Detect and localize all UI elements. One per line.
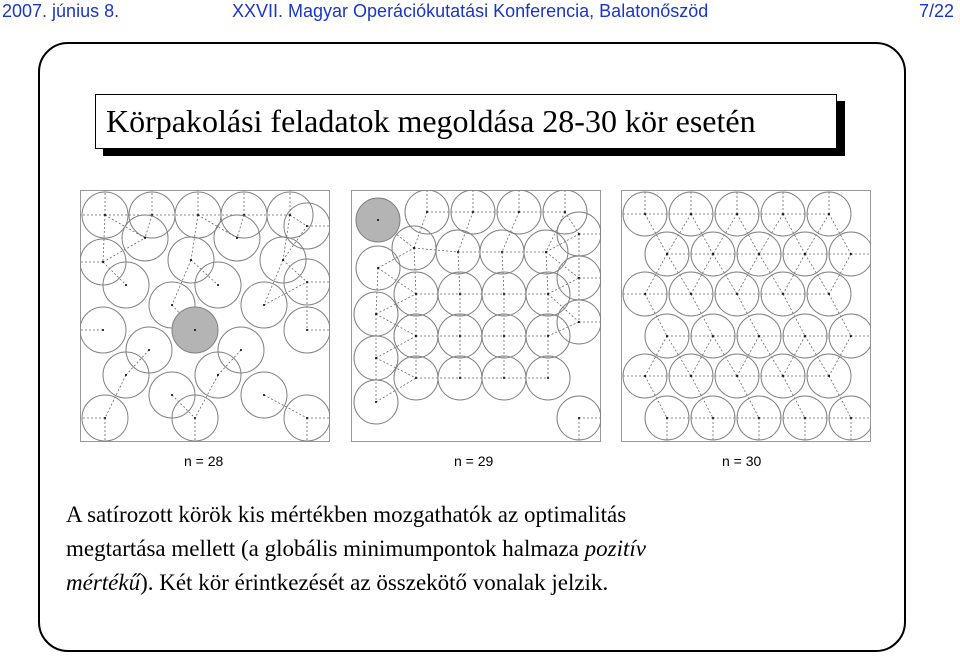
circle-center — [217, 374, 219, 376]
circle-center — [102, 329, 104, 331]
header-conference: XXVII. Magyar Operációkutatási Konferencia, Balatonőszöd — [232, 1, 709, 21]
caption-emphasis-measure: mértékű — [66, 570, 141, 595]
circle-center — [263, 304, 265, 306]
caption-line-3-text: ). Két kör érintkezését az összekötő vonalak jelzik. — [140, 570, 609, 595]
contact-line — [783, 376, 805, 418]
circle-center — [828, 213, 830, 215]
panel-label-30: n = 30 — [722, 453, 762, 469]
contact-line — [378, 248, 414, 268]
contact-line — [737, 376, 759, 418]
circle-center — [690, 213, 692, 215]
circle-center — [377, 219, 379, 221]
circle-center — [578, 417, 580, 419]
circle-center — [690, 293, 692, 295]
circle-center — [306, 225, 308, 227]
circle-center — [758, 335, 760, 337]
header-page-number: 7/22 — [918, 1, 954, 21]
circle-center — [804, 417, 806, 419]
circle-center — [644, 213, 646, 215]
contact-line — [759, 254, 783, 294]
circle-center — [148, 349, 150, 351]
circle-center — [194, 329, 196, 331]
contact-line — [548, 278, 579, 294]
circle-center — [666, 417, 668, 419]
panel-label-28: n = 28 — [184, 453, 224, 469]
contact-line — [737, 336, 759, 376]
circle-center — [375, 313, 377, 315]
circle-center — [503, 377, 505, 379]
contact-line — [103, 238, 145, 262]
contact-line — [691, 294, 713, 336]
contact-line — [783, 294, 805, 336]
contact-line — [414, 248, 416, 294]
circle-center — [690, 375, 692, 377]
contact-line — [546, 234, 579, 252]
circle-center — [518, 211, 520, 213]
circle-center — [782, 213, 784, 215]
contact-line — [283, 226, 307, 260]
contact-line — [805, 214, 829, 254]
circle-center — [578, 233, 580, 235]
circle-center — [758, 253, 760, 255]
circle-center — [736, 293, 738, 295]
circle-center — [306, 329, 308, 331]
circle-center — [503, 335, 505, 337]
contact-line — [829, 336, 851, 376]
contact-line — [645, 254, 667, 294]
circle-center — [306, 417, 308, 419]
caption-line-1: A satírozott körök kis mértékben mozgathatók az optimalitás — [66, 502, 627, 527]
contact-line — [145, 215, 152, 238]
circle-center — [457, 251, 459, 253]
slide-title: Körpakolási feladatok megoldása 28-30 kör esetén — [106, 103, 756, 139]
packing-panel-30 — [621, 190, 871, 442]
contact-line — [376, 314, 416, 336]
contact-line — [376, 336, 416, 358]
circle-center — [171, 394, 173, 396]
circle-center — [828, 293, 830, 295]
contact-line — [829, 254, 851, 294]
circle-center — [459, 377, 461, 379]
circle-center — [666, 253, 668, 255]
contact-line — [645, 214, 667, 254]
contact-line — [829, 214, 851, 254]
circle-center — [547, 335, 549, 337]
panel-label-29: n = 29 — [454, 453, 494, 469]
circle-center — [415, 377, 417, 379]
contact-line — [376, 268, 378, 314]
caption-line-2 — [66, 532, 886, 566]
circle-center — [375, 357, 377, 359]
caption-line-3 — [66, 566, 886, 600]
circle-center — [501, 251, 503, 253]
contact-line — [737, 214, 759, 254]
contact-line — [645, 336, 667, 376]
packing-panel-28 — [80, 190, 330, 442]
circle-center — [197, 214, 199, 216]
packing-figure-28 — [80, 190, 330, 442]
circle-center — [377, 267, 379, 269]
contact-line — [667, 254, 691, 294]
contact-line — [195, 375, 218, 418]
header-date: 2007. június 8. — [2, 1, 120, 21]
contact-line — [458, 252, 460, 294]
contact-line — [759, 214, 783, 254]
contact-line — [264, 282, 307, 305]
circle-center — [644, 375, 646, 377]
contact-line — [829, 294, 851, 336]
title-box — [95, 94, 837, 149]
circle-center — [217, 284, 219, 286]
circle-center — [306, 281, 308, 283]
contact-line — [378, 268, 416, 294]
circle-center — [289, 214, 291, 216]
circle-center — [263, 394, 265, 396]
contact-line — [264, 395, 307, 418]
circle-center — [144, 237, 146, 239]
contact-line — [691, 336, 713, 376]
contact-line — [691, 254, 713, 294]
circle-center — [850, 417, 852, 419]
contact-line — [783, 214, 805, 254]
packing-figure-29 — [351, 190, 601, 442]
circle-center — [240, 349, 242, 351]
circle-center — [545, 251, 547, 253]
circle-center — [236, 237, 238, 239]
contact-line — [414, 212, 427, 248]
circle-center — [547, 377, 549, 379]
circle-center — [459, 335, 461, 337]
contact-line — [667, 336, 691, 376]
circle-center — [712, 417, 714, 419]
circle-center — [578, 321, 580, 323]
circle-center — [375, 401, 377, 403]
circle-center — [190, 259, 192, 261]
circle-center — [666, 335, 668, 337]
circle-center — [782, 375, 784, 377]
circle-center — [850, 253, 852, 255]
circle-center — [415, 293, 417, 295]
circle-center — [171, 304, 173, 306]
circle-center — [712, 335, 714, 337]
packing-panel-29 — [351, 190, 601, 442]
contact-line — [759, 336, 783, 376]
contact-line — [805, 336, 829, 376]
contact-line — [290, 215, 307, 226]
packing-figure-30 — [621, 190, 871, 442]
circle-center — [758, 417, 760, 419]
contact-line — [691, 376, 713, 418]
circle-center — [104, 417, 106, 419]
circle-center — [547, 293, 549, 295]
contact-line — [737, 294, 759, 336]
circle-center — [125, 374, 127, 376]
contact-line — [783, 254, 805, 294]
contact-line — [103, 215, 105, 262]
circle-center — [850, 335, 852, 337]
contact-line — [502, 252, 504, 294]
caption-emphasis-positive: pozitív — [584, 536, 646, 561]
contact-line — [737, 254, 759, 294]
circle-center — [712, 253, 714, 255]
contact-line — [713, 254, 737, 294]
contact-line — [105, 375, 126, 418]
contact-line — [691, 214, 713, 254]
circle-center — [736, 213, 738, 215]
circle-center — [644, 293, 646, 295]
contact-line — [645, 376, 667, 418]
caption-line-2-text: megtartása mellett (a globális minimumpontok halmaza — [66, 536, 579, 561]
circle-center — [426, 211, 428, 213]
circle-center — [804, 335, 806, 337]
circle-center — [828, 375, 830, 377]
circle-center — [564, 211, 566, 213]
contact-line — [805, 254, 829, 294]
circle-center — [415, 335, 417, 337]
circle-center — [472, 211, 474, 213]
contact-line — [645, 294, 667, 336]
contact-line — [713, 336, 737, 376]
contact-line — [548, 294, 579, 322]
caption — [66, 498, 886, 600]
circle-center — [459, 293, 461, 295]
circle-center — [782, 293, 784, 295]
contact-line — [458, 212, 473, 252]
circle-center — [503, 293, 505, 295]
circle-center — [194, 417, 196, 419]
circle-center — [102, 261, 104, 263]
contact-line — [548, 322, 579, 336]
contact-line — [376, 378, 416, 402]
circle-center — [282, 259, 284, 261]
circle-center — [578, 277, 580, 279]
circle-center — [104, 214, 106, 216]
circle-center — [804, 253, 806, 255]
contact-line — [546, 252, 548, 294]
contact-line — [713, 214, 737, 254]
contact-line — [783, 336, 805, 376]
circle-center — [125, 284, 127, 286]
contact-line — [829, 376, 851, 418]
circle-center — [736, 375, 738, 377]
contact-line — [237, 215, 244, 238]
contact-line — [667, 214, 691, 254]
circle-center — [413, 247, 415, 249]
